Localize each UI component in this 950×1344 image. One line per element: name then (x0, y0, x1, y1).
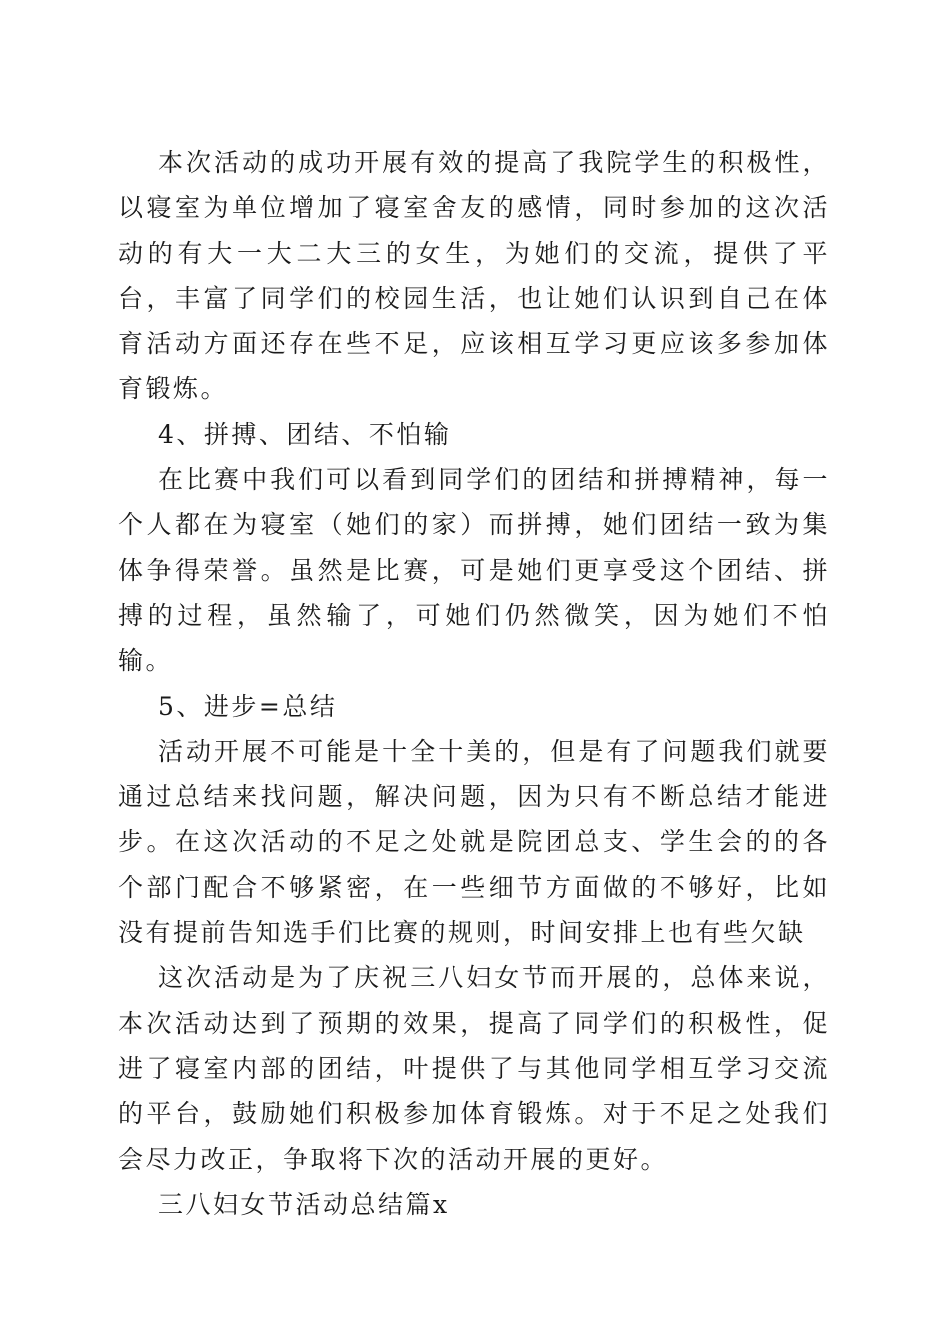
heading-hard-work-unity: 4、拼搏、团结、不怕输 (158, 419, 452, 449)
paragraph-shortcomings: 活动开展不可能是十全十美的，但是有了问题我们就要通过总结来找问题，解决问题，因为只有不断总结才能进步。在这次活动的不足之处就是院团总支、学生会的的各个部门配合不够紧密，在一些细节方面做的不够好，比如没有提前告知选手们比赛的规则，时间安排上也有些欠缺 (118, 736, 830, 948)
paragraph-activity-effect: 本次活动的成功开展有效的提高了我院学生的积极性，以寝室为单位增加了寝室舍友的感情，同时参加的这次活动的有大一大二大三的女生，为她们的交流，提供了平台，丰富了同学们的校园生活，也让她们认识到自己在体育活动方面还存在些不足，应该相互学习更应该多参加体育锻炼。 (118, 148, 830, 404)
paragraph-conclusion: 这次活动是为了庆祝三八妇女节而开展的，总体来说，本次活动达到了预期的效果，提高了同学们的积极性，促进了寝室内部的团结，叶提供了与其他同学相互学习交流的平台，鼓励她们积极参加体育锻炼。对于不足之处我们会尽力改正，争取将下次的活动开展的更好。 (118, 963, 830, 1174)
paragraph-team-spirit: 在比赛中我们可以看到同学们的团结和拼搏精神，每一个人都在为寝室（她们的家）而拼搏，她们团结一致为集体争得荣誉。虽然是比赛，可是她们更享受这个团结、拼搏的过程，虽然输了，可她们仍然微笑，因为她们不怕输。 (118, 465, 830, 676)
heading-progress-summary: 5、进步=总结 (158, 691, 338, 721)
section-title: 三八妇女节活动总结篇x (158, 1189, 450, 1219)
document-body (118, 140, 830, 1227)
